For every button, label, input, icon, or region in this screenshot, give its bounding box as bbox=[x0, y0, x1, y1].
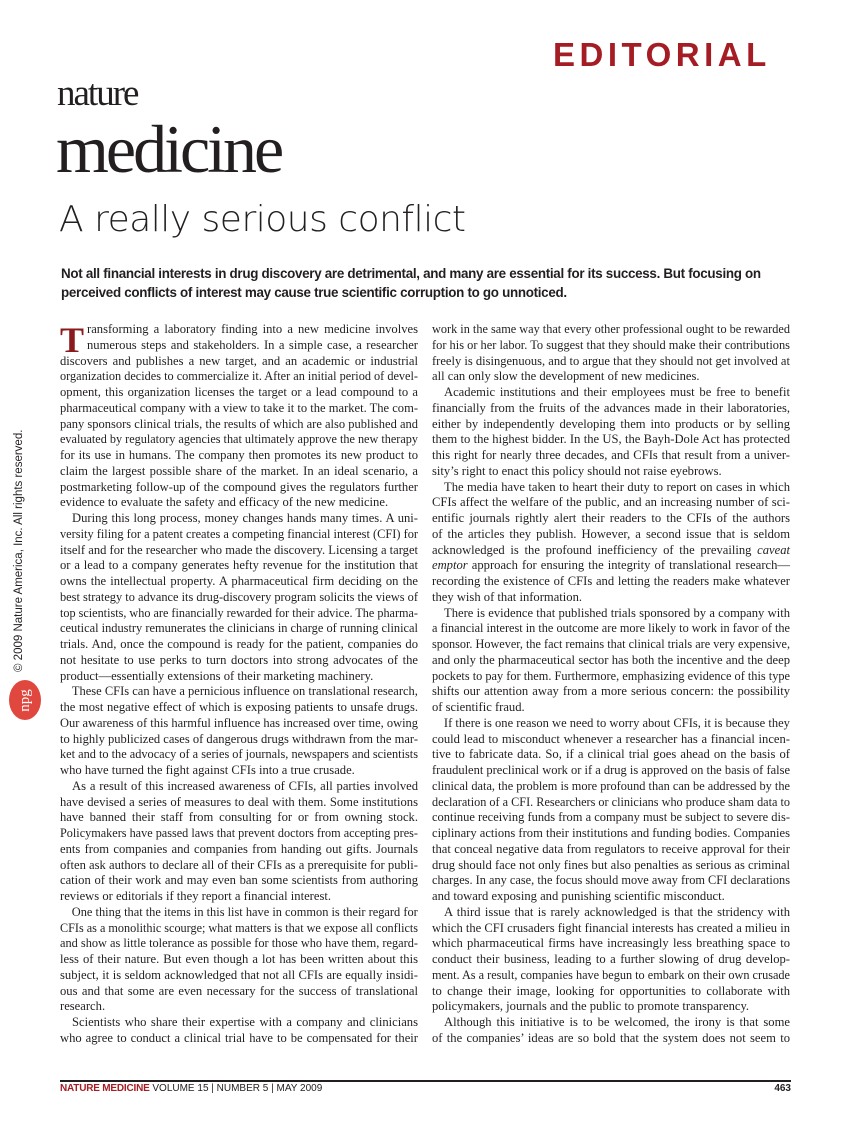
text-line: a financial interest in the outcome are more likely to work in favor of the bbox=[432, 621, 791, 636]
text-line: A third issue that is rarely acknowledged is that the stridency with bbox=[444, 904, 790, 919]
text-line: for its use in humans. The company then promotes its new product to bbox=[60, 448, 418, 462]
logo-medicine: medicine bbox=[56, 111, 282, 187]
text-line: claim the largest possible share of the market. In an ideal scenario, a bbox=[60, 463, 418, 478]
text-line: sity’s right to enact this policy should not raise eyebrows. bbox=[432, 463, 722, 478]
text-line: which pharmaceutical firms have increasingly less breathing space to bbox=[432, 936, 790, 951]
text-line: subject, it is seldom acknowledged that not all CFIs are equally insidi- bbox=[60, 967, 418, 982]
text-line: that conceal negative data from regulators to receive approval for their bbox=[432, 841, 790, 856]
text-line: to change their image, looking for opportunities to collaborate with bbox=[432, 983, 790, 998]
text-line: CFIs affect the welfare of the public, and an increasing number of sci- bbox=[432, 495, 790, 510]
text-line: opment, this organization licenses the target or a lead compound to a bbox=[60, 385, 418, 399]
text-line: work in the same way that every other professional ought to be rewarded bbox=[432, 322, 790, 336]
text-line: could lead to misconduct whenever a researcher has a financial incen- bbox=[432, 731, 790, 746]
text-segment: acknowledged is the profound inefficiency of the prevailing bbox=[432, 542, 758, 557]
text-line: ents from companies and companies from handing out gifts. Journals bbox=[60, 841, 418, 856]
text-line: recording the existence of CFIs and letting the readers make whatever bbox=[432, 574, 790, 588]
text-line: These CFIs can have a pernicious influence on translational research, bbox=[71, 684, 418, 699]
text-line: trials. And, once the compound is ready for the patient, companies do bbox=[60, 637, 418, 651]
paragraph bbox=[60, 1015, 418, 1047]
text-line: the most negative effect of which is exposing patients to unsafe drugs. bbox=[60, 700, 418, 714]
text-line: There is evidence that published trials sponsored by a company with bbox=[444, 605, 790, 620]
text-line: who agree to conduct a clinical trial have to be compensated for their bbox=[60, 1030, 418, 1045]
text-line: to highly publicized cases of dangerous drugs withdrawn from the mar- bbox=[60, 731, 419, 746]
text-line: policymakers, journals and the public to promote transparency. bbox=[432, 999, 750, 1014]
text-line: If there is one reason we need to worry about CFIs, it is because they bbox=[443, 715, 790, 730]
text-line: of scientific fraud. bbox=[432, 700, 525, 714]
text-line: of the articles they publish. However, a second issue that is seldom bbox=[432, 526, 790, 541]
text-line: have banned their staff from consulting for or from owning stock. bbox=[60, 810, 418, 825]
italic-term: emptor bbox=[432, 558, 468, 573]
text-line: fraudulent preclinical work or if a drug is approved on the basis of false bbox=[432, 763, 791, 777]
npg-logo-text: npg bbox=[16, 688, 33, 712]
footer-divider bbox=[60, 1080, 791, 1082]
text-line: this right for nearly three decades, and CFIs that result from a univer- bbox=[432, 448, 790, 462]
text-line: for his or her labor. To suggest that they should make their contributions bbox=[432, 337, 790, 352]
drop-cap: T bbox=[60, 320, 85, 360]
text-line: During this long process, money changes hands many times. A uni- bbox=[72, 511, 418, 525]
body-column-1 bbox=[60, 322, 418, 1047]
text-line: either by independently developing them into products or by selling bbox=[432, 416, 790, 431]
text-line: evaluated by regulatory agencies that ultimately approve the new therapy bbox=[60, 432, 419, 447]
paragraph bbox=[432, 1015, 790, 1047]
paragraph bbox=[432, 322, 790, 385]
section-label: EDITORIAL bbox=[553, 36, 771, 73]
text-line: ransforming a laboratory finding into a new medicine involves bbox=[87, 322, 418, 336]
text-line: tive to fabricate data. So, if a clinical trial goes ahead on the basis of bbox=[432, 747, 790, 762]
paragraph bbox=[432, 385, 790, 480]
footer-issue: VOLUME 15 | NUMBER 5 | MAY 2009 bbox=[149, 1083, 323, 1094]
text-line: and only the pharmaceutical sector has both the incentive and the deep bbox=[432, 652, 790, 667]
text-line: numerous steps and stakeholders. In a simple case, a researcher bbox=[87, 337, 418, 352]
text-line: sponsor. However, the fact remains that clinical trials are very expensive, bbox=[432, 637, 791, 651]
text-line: organization decides to commercialize it. After an initial period of devel- bbox=[60, 369, 419, 384]
text-line: less of their nature. But even though a lot has been written about this bbox=[60, 952, 418, 966]
text-line: pany sponsors clinical trials, the results of which are also published and bbox=[60, 416, 418, 431]
text-line: Scientists who share their expertise with a company and clinicians bbox=[72, 1015, 418, 1029]
page-number: 463 bbox=[774, 1083, 791, 1094]
text-line: Policymakers have passed laws that prevent doctors from accepting pres- bbox=[60, 826, 418, 840]
text-line: which the CFI crusaders fight financial interests has created a milieu in bbox=[432, 920, 791, 935]
text-line: have devised a series of measures to deal with them. Some institutions bbox=[60, 794, 418, 809]
text-line: Although this initiative is to be welcomed, the irony is that some bbox=[444, 1015, 790, 1029]
text-line: pockets to pay for them. Furthermore, emphasizing evidence of this type bbox=[432, 668, 790, 683]
text-line: As a result of this increased awareness of CFIs, all parties involved bbox=[72, 778, 418, 793]
text-line: product—essentially extensions of their marketing machinery. bbox=[60, 668, 374, 683]
text-line: CFIs as a monolithic scourge; what matters is that we expose all conflicts bbox=[60, 920, 419, 935]
article-lead: Not all financial interests in drug discovery are detrimental, and many are essential for its success. But focusing on perceived conflicts of interest may cause true scientific corruption to go unnoticed. bbox=[61, 266, 761, 300]
text-line: One thing that the items in this list have in common is their regard for bbox=[71, 904, 418, 919]
text-line: and toward exposing and punishing scientific misconduct. bbox=[432, 889, 725, 903]
text-line: cation of their work and may even ban some scientists from authoring bbox=[60, 873, 418, 888]
footer-citation bbox=[60, 1083, 322, 1094]
text-line: all can only slow the development of new medicines. bbox=[432, 369, 700, 384]
article-title: A really serious conflict bbox=[59, 199, 466, 240]
page-footer bbox=[60, 1083, 791, 1094]
paragraph bbox=[432, 905, 790, 1015]
npg-logo-icon bbox=[9, 680, 41, 720]
text-line: ket and to the advocacy of a series of journals, newspapers and scientists bbox=[60, 747, 418, 762]
paragraph bbox=[432, 606, 790, 716]
italic-term: caveat bbox=[757, 542, 790, 557]
text-line: ceutical industry remunerates the clinicians in charge of running clinical bbox=[60, 621, 418, 636]
text-line: freely is disingenuous, and to argue that they should not get involved at bbox=[432, 353, 790, 368]
text-line: postmarketing follow-up of the compound gives the regulators further bbox=[60, 479, 418, 494]
text-line: ment. As a result, companies have begun to embark on their own crusade bbox=[432, 967, 790, 982]
text-line: owns the intellectual property. A pharmaceutical firm deciding on the bbox=[60, 574, 418, 588]
text-line: Our awareness of this harmful influence has increased over time, owing bbox=[60, 715, 419, 730]
text-line: ciplinary actions from their institutions and funding bodies. Companies bbox=[432, 826, 790, 840]
text-line: them to the highest bidder. In the US, the Bayh-Dole Act has protected bbox=[432, 432, 790, 447]
text-line bbox=[432, 543, 790, 559]
text-line: conduct their business, leading to a further slowing of drug develop- bbox=[432, 952, 790, 966]
text-line: The media have taken to heart their duty to report on cases in which bbox=[444, 479, 790, 494]
text-line: reviews or editorials if they report a financial interest. bbox=[60, 889, 332, 903]
text-line: declaration of a CFI. Researchers or clinicians who produce sham data to bbox=[432, 794, 791, 809]
text-line: pharmaceutical company with a view to take it to the market. The com- bbox=[60, 400, 419, 415]
body-column-2 bbox=[432, 322, 790, 1047]
text-line: versity filing for a patent creates a competing financial interest (CFI) for bbox=[60, 526, 418, 541]
text-line: financially from the fruits of the advances made in their laboratories, bbox=[432, 400, 790, 415]
text-line: or a lead to a company generates hefty revenue for the institution that bbox=[60, 558, 418, 573]
text-line: ous and that some are even necessary for the success of translational bbox=[60, 983, 418, 998]
text-line: Academic institutions and their employees must be free to benefit bbox=[444, 385, 790, 399]
text-line: continue receiving funds from a company must be subject to severe dis- bbox=[432, 810, 790, 825]
text-line: clinical data, the problem is more profound than can be addressed by the bbox=[432, 778, 790, 793]
text-line: evidence to evaluate the safety and efficacy of the new medicine. bbox=[60, 495, 389, 510]
text-line: they wish of that information. bbox=[432, 589, 583, 604]
text-line: research. bbox=[60, 999, 106, 1014]
paragraph bbox=[60, 322, 418, 511]
footer-journal: NATURE MEDICINE bbox=[60, 1083, 150, 1094]
text-line: discovers and publishes a new target, and an academic or industrial bbox=[60, 353, 418, 368]
text-line: charges. In any case, the focus should move away from CFI declarations bbox=[432, 873, 791, 888]
text-segment: approach for ensuring the integrity of translational research— bbox=[467, 558, 790, 573]
text-line: shifts our attention away from a more serious concern: the possibility bbox=[432, 684, 790, 699]
text-line: often ask authors to declare all of their CFIs as a prerequisite for publi- bbox=[60, 857, 418, 872]
logo-nature: nature bbox=[57, 73, 138, 114]
journal-logo bbox=[56, 73, 282, 187]
paragraph bbox=[60, 511, 418, 684]
text-line: of the companies’ ideas are so bold that the system does not seem to bbox=[432, 1030, 790, 1045]
paragraph bbox=[60, 684, 418, 779]
text-line: who have turned the fight against CFIs into a true crusade. bbox=[60, 763, 355, 777]
text-line: itself and for the researcher who made the discovery. Licensing a target bbox=[60, 542, 419, 557]
text-line: top scientists, who are financially rewarded for their advice. The pharma- bbox=[60, 605, 418, 620]
paragraph bbox=[432, 480, 790, 606]
text-line: best strategy to advance its drug-discovery program solicits the views of bbox=[60, 589, 418, 604]
copyright-notice: © 2009 Nature America, Inc. All rights reserved. bbox=[13, 429, 25, 672]
text-line: and show as little tolerance as possible for those who have them, regard- bbox=[60, 936, 419, 951]
paragraph bbox=[60, 905, 418, 1015]
text-line: not hesitate to use perks to turn doctors into strong advocates of the bbox=[60, 652, 418, 667]
text-line bbox=[432, 558, 790, 574]
text-line: entific journals rightly alert their readers to the CFIs of the authors bbox=[432, 511, 790, 525]
text-line: drug should face not only fines but also penalties as serious as criminal bbox=[432, 857, 791, 872]
paragraph bbox=[60, 779, 418, 905]
paragraph bbox=[432, 716, 790, 905]
